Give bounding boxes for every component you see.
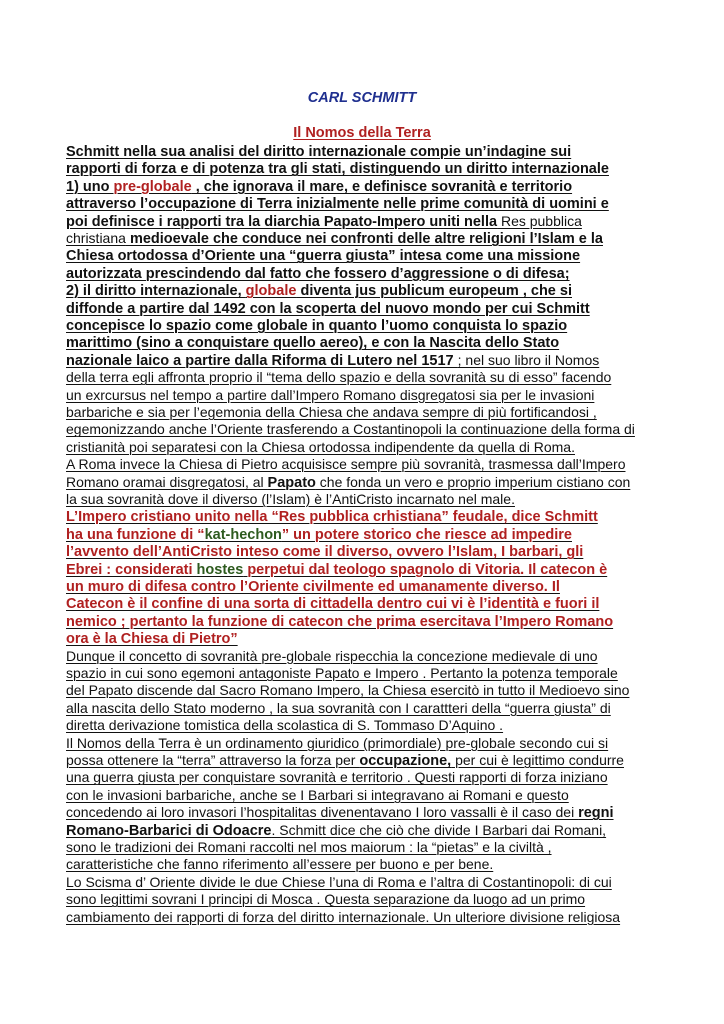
text-run: globale — [245, 283, 297, 300]
text-line — [66, 421, 635, 438]
text-line — [66, 561, 607, 579]
text-line — [66, 839, 552, 856]
text-run: con le invasioni barbariche, anche se I Barbari si integravano ai Romani e questo — [66, 786, 569, 803]
text-run: concepisce lo spazio come globale in quanto l’uomo conquista lo spazio — [66, 318, 568, 334]
text-line — [66, 317, 567, 335]
text-line — [66, 230, 603, 248]
text-run: . Schmitt dice che ciò che divide I Barbari dai Romani, — [271, 821, 607, 838]
text-line — [66, 143, 571, 161]
text-run: christiana — [66, 230, 126, 246]
text-run: ora è la Chiesa di Pietro” — [66, 631, 238, 648]
text-line — [66, 630, 238, 648]
text-run: del Papato discende dal Sacro Romano Impero, la Chiesa esercitò in tutto il Medioevo sino — [66, 682, 630, 699]
text-run: kat-hechon — [204, 526, 282, 543]
text-run: Romano-Barbarici di Odoacre — [66, 822, 272, 839]
text-line — [66, 387, 594, 404]
text-line — [66, 526, 572, 544]
text-run: autorizzata prescindendo dal fatto che fossero d’aggressione o di difesa; — [66, 265, 570, 282]
text-line — [66, 334, 559, 352]
document-title: CARL SCHMITT — [307, 90, 417, 106]
text-run: barbariche e sia per l’egemonia della Chiesa che andava sempre di più fortificandosi , — [66, 404, 597, 420]
text-run: rapporti di forza e di potenza tra gli stati, distinguendo un diritto internazionale — [66, 161, 609, 178]
text-run: un exrcursus nel tempo a partire dall’Impero Romano disgregatosi sia per le invasioni — [66, 386, 595, 403]
text-run: pre-globale — [113, 178, 192, 195]
text-run: l’avvento dell’AntiCristo inteso come il diverso, ovvero l’Islam, I barbari, gli — [66, 544, 584, 561]
text-line — [66, 178, 572, 196]
text-run: 1) uno — [66, 178, 114, 195]
text-run: Catecon è il confine di una sorta di cittadella dentro cui vi è l’identità e fuori il — [66, 596, 600, 613]
text-run: spazio in cui sono egemoni antagoniste Papato e Impero . Pertanto la potenza temporale — [66, 665, 618, 681]
text-run: Papato — [267, 474, 316, 491]
text-run: Res pubblica — [497, 212, 582, 229]
text-run: , che ignorava il mare, e definisce sovranità e territorio — [191, 178, 573, 195]
text-line — [66, 160, 609, 178]
text-line — [66, 891, 585, 908]
text-run: una guerra giusta per conquistare sovranità e territorio . Questi rapporti di forza iniziano — [66, 769, 608, 786]
text-run: cristianità poi separatesi con la Chiesa ortodossa indipendente da quella di Roma. — [66, 438, 575, 455]
text-run: occupazione, — [359, 753, 452, 769]
text-run: 2) il diritto internazionale, — [66, 283, 246, 300]
text-run: medioevale che conduce nei confronti delle altre religioni l’Islam e la — [125, 231, 603, 247]
text-line — [66, 474, 630, 492]
text-run: nemico ; pertanto la funzione di catecon che prima esercitava l’Impero Romano — [66, 613, 614, 630]
text-line — [66, 700, 611, 717]
text-run: diretta derivazione tomistica della scolastica di S. Tommaso D’Aquino . — [66, 717, 504, 734]
text-run: alla nascita dello Stato moderno , la sua sovranità con I carattteri della “guerra giusta” di — [66, 699, 611, 716]
text-run: attraverso l’occupazione di Terra inizialmente nelle prime comunità di uomini e — [66, 196, 609, 213]
text-run: Romano oramai disgregatosi, al — [66, 473, 268, 490]
text-run: caratteristiche che fanno riferimento all’essere per buono e per bene. — [66, 856, 494, 873]
text-line — [66, 508, 598, 526]
text-run: la sua sovranità dove il diverso (l’Islam) è l’AntiCristo incarnato nel male. — [66, 491, 515, 507]
text-line — [66, 856, 493, 873]
text-run: sono legittimi sovrani I principi di Mosca . Questa separazione da luogo ad un primo — [66, 891, 586, 908]
text-line — [66, 265, 570, 283]
text-run: poi definisce i rapporti tra la diarchia Papato-Impero uniti nella — [66, 213, 498, 230]
text-run: Dunque il concetto di sovranità pre-globale rispecchia la concezione medievale di uno — [66, 647, 598, 664]
text-line — [66, 404, 597, 421]
text-line — [66, 369, 611, 386]
text-line — [66, 247, 580, 265]
text-run: ha una funzione di “ — [66, 526, 205, 543]
text-run: regni — [578, 805, 614, 822]
text-run: Lo Scisma d’ Oriente divide le due Chiese l’una di Roma e l’altra di Costantinopoli: di cui — [66, 873, 612, 890]
section-heading: Il Nomos della Terra — [293, 125, 431, 141]
text-line — [66, 491, 515, 508]
text-run: cambiamento dei rapporti di forza del diritto internazionale. Un ulteriore divisione religiosa — [66, 908, 621, 925]
text-run: Chiesa ortodossa d’Oriente una “guerra giusta” intesa come una missione — [66, 248, 581, 265]
text-run: possa ottenere la “terra” attraverso la forza per — [66, 752, 360, 768]
text-line — [66, 665, 618, 682]
text-line — [66, 787, 569, 804]
text-line — [66, 439, 575, 456]
text-run: perpetui dal teologo spagnolo di Vitoria. Il catecon è — [243, 561, 608, 578]
text-line — [66, 456, 625, 473]
text-run: Schmitt nella sua analisi del diritto internazionale compie un’indagine sui — [66, 144, 572, 160]
text-run: diventa jus publicum europeum , che si — [296, 283, 572, 300]
text-line — [66, 769, 608, 786]
text-run: hostes — [196, 561, 244, 578]
text-line — [66, 648, 598, 665]
text-line — [66, 735, 608, 752]
text-line — [66, 352, 599, 370]
text-run: diffonde a partire dal 1492 con la scoperta del nuovo mondo per cui Schmitt — [66, 300, 590, 317]
text-line — [66, 195, 609, 213]
text-run: nazionale laico a partire dalla Riforma di Lutero nel 1517 — [66, 352, 458, 369]
text-run: ; nel suo libro il Nomos — [457, 351, 600, 368]
text-run: un muro di difesa contro l’Oriente civilmente ed umanamente diverso. Il — [66, 579, 560, 595]
text-line — [66, 282, 572, 300]
text-line — [66, 543, 583, 561]
text-run: Il Nomos della Terra è un ordinamento giuridico (primordiale) pre-globale secondo cui si — [66, 734, 609, 751]
text-run: concedendo ai loro invasori l’hospitalitas divenentavano I loro vassalli è il caso dei — [66, 804, 579, 821]
text-run: per cui è legittimo condurre — [451, 752, 624, 768]
text-run: marittimo (sino a conquistare quello aereo), e con la Nascita dello Stato — [66, 335, 560, 352]
text-run: ” un potere storico che riesce ad impedire — [281, 526, 572, 543]
text-run: egemonizzando anche l’Oriente trasferendo a Costantinopoli la continuazione della forma di — [66, 421, 635, 438]
text-line — [66, 752, 624, 770]
text-line — [66, 578, 560, 596]
text-run: L’Impero cristiano unito nella “Res pubblica crhistiana” feudale, dice Schmitt — [66, 509, 598, 526]
text-line — [66, 300, 590, 318]
text-line — [66, 717, 503, 734]
text-line — [66, 682, 629, 699]
text-run: A Roma invece la Chiesa di Pietro acquisisce sempre più sovranità, trasmessa dall’Impero — [66, 456, 626, 473]
text-line — [66, 909, 620, 926]
text-line — [66, 804, 614, 822]
text-line — [66, 874, 612, 891]
text-run: della terra egli affronta proprio il “tema dello spazio e della sovranità su di esso” facendo — [66, 369, 612, 386]
text-line — [66, 595, 599, 613]
text-line — [66, 213, 582, 231]
text-line — [66, 822, 606, 840]
text-run: che fonda un vero e proprio imperium cistiano con — [315, 473, 631, 490]
text-run: Ebrei : considerati — [66, 561, 197, 578]
text-run: sono le tradizioni dei Romani raccolti nel mos maiorum : la “pietas” e la civiltà , — [66, 839, 552, 855]
text-line — [66, 613, 613, 631]
